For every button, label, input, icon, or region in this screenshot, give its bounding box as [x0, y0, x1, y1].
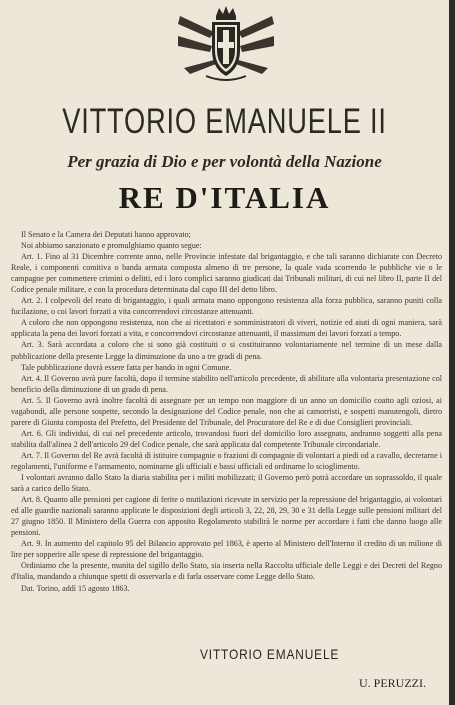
law-paragraph: I volontari avranno dallo Stato la diaria stabilita per i militi mobilizzati; il Governo però potrà accordare un soprassoldo, il quale sarà a carico dello Stato. [11, 473, 442, 494]
law-paragraph: A coloro che non oppongono resistenza, non che ai ricettatori e somministratori di viveri, notizie ed aiuti di ogni maniera, sarà applicata la pena dei lavori forzati a vita, e concorrendovi circostanze attenuanti, il massimum dei lavori forzati a tempo. [11, 318, 442, 339]
poster-subtitle: Per grazia di Dio e per volontà della Nazione [67, 152, 382, 171]
law-text [11, 229, 442, 594]
king-signature: VITTORIO EMANUELE [200, 646, 340, 662]
article-6: Art. 6. Gli individui, di cui nel precedente articolo, trovandosi fuori del domicilio loro assegnato, andranno soggetti alla pena stabilita dall'alinea 2 dell'articolo 29 del Codice penale, che sarà applicata dal competente Tribunale circondariale. [11, 428, 442, 449]
article-4: Art. 4. Il Governo avrà pure facoltà, dopo il termine stabilito nell'articolo precedente, di abilitare alla volontaria presentazione col beneficio della diminuzione di un grado di pena. [11, 373, 442, 394]
law-paragraph: Tale pubblicazione dovrà essere fatta per bando in ogni Comune. [21, 362, 232, 372]
article-2: Art. 2. I colpevoli del reato di brigantaggio, i quali armata mano oppongono resistenza alla forza pubblica, saranno puniti colla fucilazione, o coi lavori forzati a vita concorrendovi circostanze attenuanti. [11, 296, 442, 317]
date-line: Dat. Torino, addì 15 agosto 1863. [21, 583, 130, 593]
poster-title: VITTORIO EMANUELE II [62, 102, 387, 141]
article-9: Art. 9. In aumento del capitolo 95 del Bilancio approvato pel 1863, è aperto al Ministero dell'Interno il credito di un milione di lire per sopperire alle spese di repressione del brigantaggio. [11, 539, 442, 560]
article-3: Art. 3. Sarà accordata a coloro che si sono già costituiti o si costituiranno volontariamente nel termine di un mese dalla pubblicazione della presente Legge la diminuzione da uno a tre gradi di pena. [11, 340, 442, 361]
minister-signature: U. PERUZZI. [359, 676, 426, 690]
king-title: RE D'ITALIA [118, 180, 331, 215]
article-1: Art. 1. Fino al 31 Dicembre corrente anno, nelle Provincie infestate dal brigantaggio, e che tali saranno dichiarate con Decreto Reale, i componenti comitiva o banda armata composta almeno di tre persone, la quale vada scorrendo le pubbliche vie o le campagne per commettere crimini o delitti, ed i loro complici saranno giudicati dai Tribunali militari, di cui nel libro II, parte II del Codice penale militare, e con la procedura determinata dal capo III del detto libro. [11, 252, 442, 295]
article-7: Art. 7. Il Governo del Re avrà facoltà di istituire compagnie o frazioni di compagnie di volontari a piedi od a cavallo, decretarne i regolamenti, l'uniforme e l'armamento, nominarne gli ufficiali e bassi ufficiali ed ordinarne lo scioglimento. [11, 450, 442, 471]
article-5: Art. 5. Il Governo avrà inoltre facoltà di assegnare per un tempo non maggiore di un anno un domicilio coatto agli oziosi, ai vagabondi, alle persone sospette, secondo la designazione del Codice penale, non che ai camorristi, e sospetti manutengoli, dietro parere di Giunta composta del Prefetto, del Presidente del Tribunale, del Procuratore del Re e di due Consiglieri provinciali. [11, 395, 442, 427]
law-paragraph: Noi abbiamo sanzionato e promulghiamo quanto segue: [21, 241, 202, 251]
article-8: Art. 8. Quanto alle pensioni per cagione di ferite o mutilazioni ricevute in servizio per la repressione del brigantaggio, ai volontari ed alle guardie nazionali saranno applicate le disposizioni degli articoli 3, 22, 28, 29, 30 e 31 della Legge sulle pensioni militari del 27 giugno 1850. Il Ministero della Guerra con apposito Regolamento stabilirà le norme per accordare i fatti che danno luogo alle pensioni. [11, 495, 442, 538]
law-paragraph: Il Senato e la Camera dei Deputati hanno approvato; [21, 230, 191, 239]
savoy-crest-icon [176, 2, 276, 82]
law-paragraph: Ordiniamo che la presente, munita del sigillo dello Stato, sia inserta nella Raccolta ufficiale delle Leggi e dei Decreti del Regno d'Italia, mandando a chiunque spetti di osservarla e di farla osservare come Legge dello Stato. [11, 561, 442, 582]
